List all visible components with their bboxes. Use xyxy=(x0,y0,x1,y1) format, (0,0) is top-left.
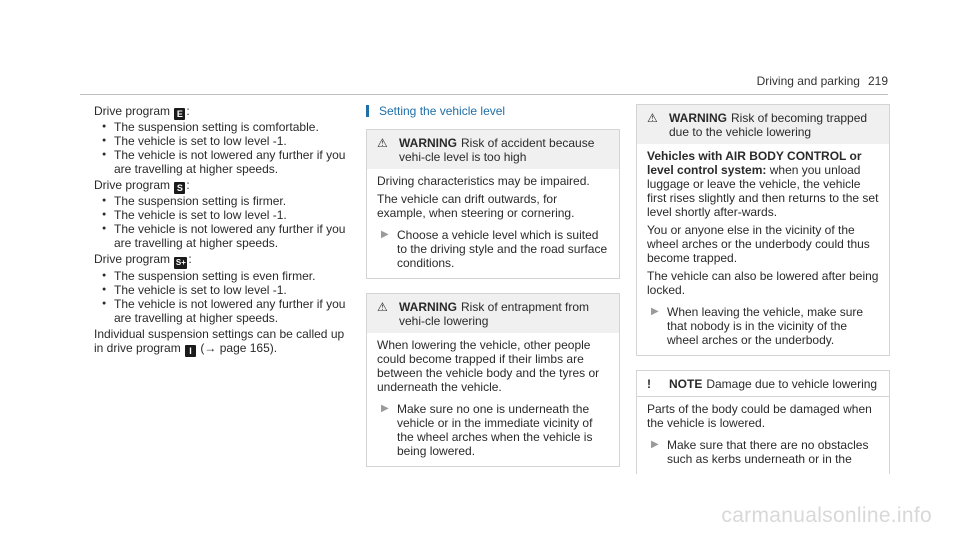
list-item: ● The vehicle is not lowered any further if you are travelling at higher speeds. xyxy=(94,148,348,176)
instruction-step: When leaving the vehicle, make sure that nobody is in the vicinity of the wheel arches or the underbody. xyxy=(667,305,864,347)
column-vehicle-level xyxy=(366,104,620,467)
step-arrow-icon: ▶ xyxy=(381,403,389,414)
drive-program-s-icon: S xyxy=(174,182,185,194)
warning-triangle-icon: ⚠ xyxy=(647,111,658,125)
warning-title: Risk of entrapment from vehi-cle lowering xyxy=(399,300,590,328)
list-item: ● The vehicle is set to low level -1. xyxy=(94,208,348,222)
drive-program-individual-icon: I xyxy=(185,345,196,357)
header-divider xyxy=(80,94,888,95)
warning-text: The vehicle can also be lowered after being locked. xyxy=(647,269,879,297)
warning-text: You or anyone else in the vicinity of the wheel arches or the underbody could thus become trapped. xyxy=(647,223,870,265)
drive-program-e-icon: E xyxy=(174,108,185,120)
list-item: ● The vehicle is set to low level -1. xyxy=(94,134,348,148)
instruction-step: Make sure no one is underneath the vehicle or in the immediate vicinity of the wheel arches when the vehicle is being lowered. xyxy=(397,402,593,458)
list-item: ● The vehicle is set to low level -1. xyxy=(94,283,348,297)
list-item: ● The suspension setting is even firmer. xyxy=(94,269,348,283)
header-section-title: Driving and parking xyxy=(756,74,860,88)
drive-program-label: Drive program S+ : xyxy=(94,252,192,267)
list-item: ● The vehicle is not lowered any further if you are travelling at higher speeds. xyxy=(94,297,348,325)
warning-box-level-too-high: ⚠ WARNING Risk of accident because vehi-cle level is too high Driving characteristics may be impaired. The vehicle can drift outwards, for example, when steering or cornering. ▶ Choose a vehicle level which is suited to the driving style and the road surface conditions. xyxy=(366,129,620,279)
warning-text: The vehicle can drift outwards, for example, when steering or cornering. xyxy=(377,192,575,220)
note-text: Parts of the body could be damaged when the vehicle is lowered. xyxy=(647,402,872,430)
bullet-list xyxy=(94,120,348,176)
drive-program-label: Drive program E : xyxy=(94,104,190,119)
drive-program-s-plus-icon: S+ xyxy=(175,258,186,267)
warning-text: Driving characteristics may be impaired. xyxy=(377,174,590,188)
individual-settings-text: Individual suspension settings can be called up in drive program I (→ page 165). xyxy=(94,327,345,356)
page-reference-link[interactable]: (→ page 165). xyxy=(200,341,278,355)
step-arrow-icon: ▶ xyxy=(381,229,389,240)
warning-text: Vehicles with AIR BODY CONTROL or level control system: when you unload luggage or leave the vehicle, the vehicle first rises slightly and then returns to the set level shortly after-wards. xyxy=(647,149,879,219)
bullet-list xyxy=(94,194,348,250)
note-exclamation-icon: ! xyxy=(647,377,651,391)
section-title: Setting the vehicle level xyxy=(366,104,620,118)
warning-triangle-icon: ⚠ xyxy=(377,300,388,314)
warning-text: When lowering the vehicle, other people could become trapped if their limbs are between the vehicle body and the tyres or underneath the vehicle. xyxy=(377,338,600,394)
step-arrow-icon: ▶ xyxy=(651,306,659,317)
watermark: carmanualsonline.info xyxy=(721,504,932,527)
note-box-damage: ! NOTE Damage due to vehicle lowering Parts of the body could be damaged when the vehicle is lowered. ▶ Make sure that there are no obstacles such as kerbs underneath or in the xyxy=(636,370,890,474)
drive-program-label: Drive program S : xyxy=(94,178,190,193)
section-marker-icon xyxy=(366,105,369,117)
warning-triangle-icon: ⚠ xyxy=(377,136,388,150)
instruction-step: Make sure that there are no obstacles such as kerbs underneath or in the xyxy=(667,438,869,466)
column-drive-programs xyxy=(94,104,348,357)
column-lowering-warnings xyxy=(636,104,890,474)
warning-box-trapped-lowering: ⚠ WARNING Risk of becoming trapped due to the vehicle lowering Vehicles with AIR BODY CONTROL or level control system: when you unload luggage or leave the vehicle, the vehicle first rises slightly and then returns to the set level shortly after-wards. You or anyone else in the vicinity of the wheel arches or the underbody could thus become trapped. The vehicle can also be lowered after being locked. ▶ When leaving the vehicle, make sure that nobody is in the vicinity of the wheel arches or the underbody. xyxy=(636,104,890,356)
note-title: Damage due to vehicle lowering xyxy=(706,377,878,391)
page-number: 219 xyxy=(867,74,888,88)
list-item: ● The suspension setting is firmer. xyxy=(94,194,348,208)
header-section-label xyxy=(757,74,888,88)
warning-title: Risk of becoming trapped due to the vehicle lowering xyxy=(669,111,868,139)
warning-title: Risk of accident because vehi-cle level is too high xyxy=(399,136,595,164)
instruction-step: Choose a vehicle level which is suited to the driving style and the road surface conditions. xyxy=(397,228,608,270)
step-arrow-icon: ▶ xyxy=(651,439,659,450)
list-item: ● The suspension setting is comfortable. xyxy=(94,120,348,134)
bullet-list xyxy=(94,269,348,325)
list-item: ● The vehicle is not lowered any further if you are travelling at higher speeds. xyxy=(94,222,348,250)
warning-box-entrapment: ⚠ WARNING Risk of entrapment from vehi-cle lowering When lowering the vehicle, other people could become trapped if their limbs are between the vehicle body and the tyres or underneath the vehicle. ▶ Make sure no one is underneath the vehicle or in the immediate vicinity of the wheel arches when the vehicle is being lowered. xyxy=(366,293,620,467)
